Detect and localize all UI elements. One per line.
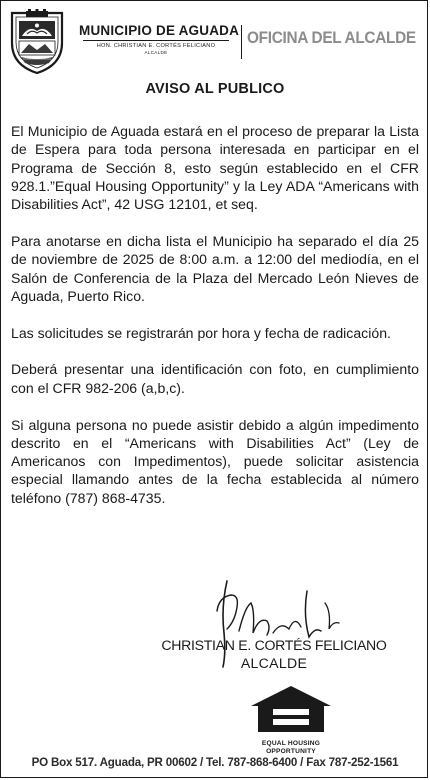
signer-name: CHRISTIAN E. CORTÉS FELICIANO — [161, 637, 387, 653]
municipality-block — [79, 23, 240, 55]
header-divider — [241, 25, 242, 59]
notice-paragraph-1: El Municipio de Aguada estará en el proceso de preparar la Lista de Espera para toda persona interesada en participar en el Programa de Sección 8, esto según establecido en el CFR 928.1.”Equal Housing Opportunity” y la Ley ADA “Americans with Disabilities Act”, 42 USG 12101, et seq. — [11, 123, 419, 213]
notice-paragraph-2: Para anotarse en dicha lista el Municipio ha separado el día 25 de noviembre de 2025 de 8:00 a.m. a 12:00 del mediodía, en el Salón de Conferencia de la Plaza del Mercado León Nieves de Aguada, Puerto Rico. — [11, 232, 419, 304]
signature-block — [111, 637, 430, 671]
office-name: OFICINA DEL ALCALDE — [247, 29, 416, 47]
municipality-rule — [83, 40, 229, 41]
footer-contact: PO Box 517. Aguada, PR 00602 / Tel. 787-868-6400 / Fax 787-252-1561 — [31, 756, 399, 769]
signer-title: ALCALDE — [240, 655, 308, 671]
equal-housing-text-2: OPPORTUNITY — [266, 748, 316, 755]
municipal-seal-icon — [9, 9, 65, 75]
equal-housing-logo — [245, 684, 337, 755]
letterhead — [9, 9, 421, 77]
notice-paragraph-5: Si alguna persona no puede asistir debido a algún impedimento descrito en el “Americans with Disabilities Act” (Ley de Americanos con Impedimentos), puede solicitar asistencia especial llamando antes de la fecha establecida al número teléfono (787) 868-4735. — [11, 416, 419, 506]
notice-title: AVISO AL PUBLICO — [145, 81, 285, 97]
notice-body — [11, 122, 419, 507]
notice-paragraph-3: Las solicitudes se registrarán por hora y fecha de radicación. — [11, 324, 391, 341]
mayor-line: HON. CHRISTIAN E. CORTÉS FELICIANO — [96, 43, 216, 49]
equal-housing-text-1: EQUAL HOUSING — [261, 740, 321, 747]
municipality-name: MUNICIPIO DE AGUADA — [79, 23, 240, 38]
equal-housing-house-icon — [245, 684, 337, 734]
mayor-title: ALCALDE — [144, 50, 168, 55]
notice-paragraph-4: Deberá presentar una identificación con foto, en cumplimiento con el CFR 982-206 (a,b,c). — [11, 361, 419, 396]
